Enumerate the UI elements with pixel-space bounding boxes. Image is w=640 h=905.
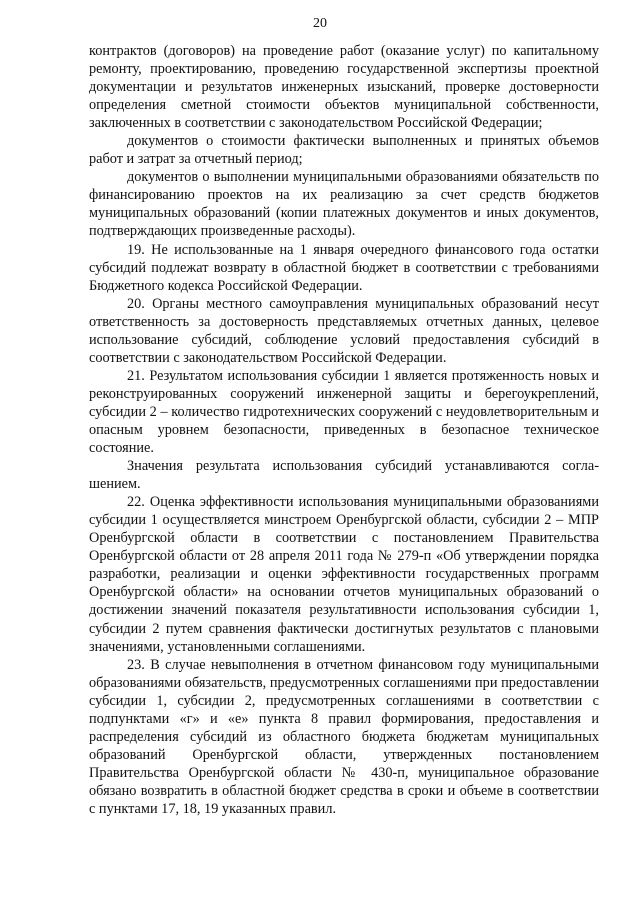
paragraph-23-non-fulfillment: 23. В случае невыполнения в отчетном финансовом году муниципальными образованиями обязательств, предусмотренных соглашениями при предоставлении субсидии 1, субсидии 2, предусмотренных соглашениями в соответствии с подпунктами «г» и «е» пункта 8 правил формирования, предоставления и распределения субсидий из областного бюджета бюджетам муниципальных образований Оренбургской области, утвержденных постановлением Правительства Оренбургской области № 430-п, муниципальное образование обязано возвратить в областной бюджет средства в сроки и объеме в соответствии с пунктами 17, 18, 19 указанных правил. bbox=[89, 656, 599, 817]
paragraph-19-unused-balances: 19. Не использованные на 1 января очередного финансового года остатки субсидий подлежат возврату в областной бюджет в соответствии с требованиями Бюджетного кодекса Российской Федерации. bbox=[89, 241, 599, 294]
paragraph-result-values: Значения результата использования субсидий устанавливаются соглашением. bbox=[89, 458, 599, 493]
page-number: 20 bbox=[313, 16, 327, 31]
paragraph-21-result: 21. Результатом использования субсидии 1 является протяженность новых и реконструированных сооружений инженерной защиты и берегоукреплений, субсидии 2 – количество гидротехнических сооружений с неудовлетворительным и опасным уровнем безопасности, приведенных в безопасное техническое состояние. bbox=[89, 367, 599, 457]
paragraph-obligation-documents: документов о выполнении муниципальными образованиями обязательств по финансированию проектов на их реализацию за счет средств бюджетов муниципальных образований (копии платежных документов и иных документов, подтверждающих произведенные расходы). bbox=[89, 169, 599, 240]
paragraph-contracts-continuation: контрактов (договоров) на проведение работ (оказание услуг) по капитальному ремонту, проектированию, проведению государственной экспертизы проектной документации и результатов инженерных изысканий, проверке достоверности определения сметной стоимости объектов муниципальной собственности, заключенных в соответствии с законодательством Российской Федерации; bbox=[89, 43, 599, 132]
paragraph-20-responsibility: 20. Органы местного самоуправления муниципальных образований несут ответственность за достоверность представляемых отчетных данных, целевое использование субсидий, соблюдение условий предоставления субсидий в соответствии с законодательством Российской Федерации. bbox=[89, 295, 599, 366]
document-body bbox=[89, 42, 599, 818]
paragraph-cost-documents: документов о стоимости фактически выполненных и принятых объемов работ и затрат за отчетный период; bbox=[89, 133, 599, 168]
paragraph-22-efficiency: 22. Оценка эффективности использования муниципальными образованиями субсидии 1 осуществляется минстроем Оренбургской области, субсидии 2 – МПР Оренбургской области в соответствии с постановлением Правительства Оренбургской области от 28 апреля 2011 года № 279-п «Об утверждении порядка разработки, реализации и оценки эффективности государственных программ Оренбургской области» на основании отчетов муниципальных образований о достижении значений показателя результативности использования субсидии 1, субсидии 2 путем сравнения фактически достигнутых результатов с плановыми значениями, установленными соглашениями. bbox=[89, 494, 599, 655]
